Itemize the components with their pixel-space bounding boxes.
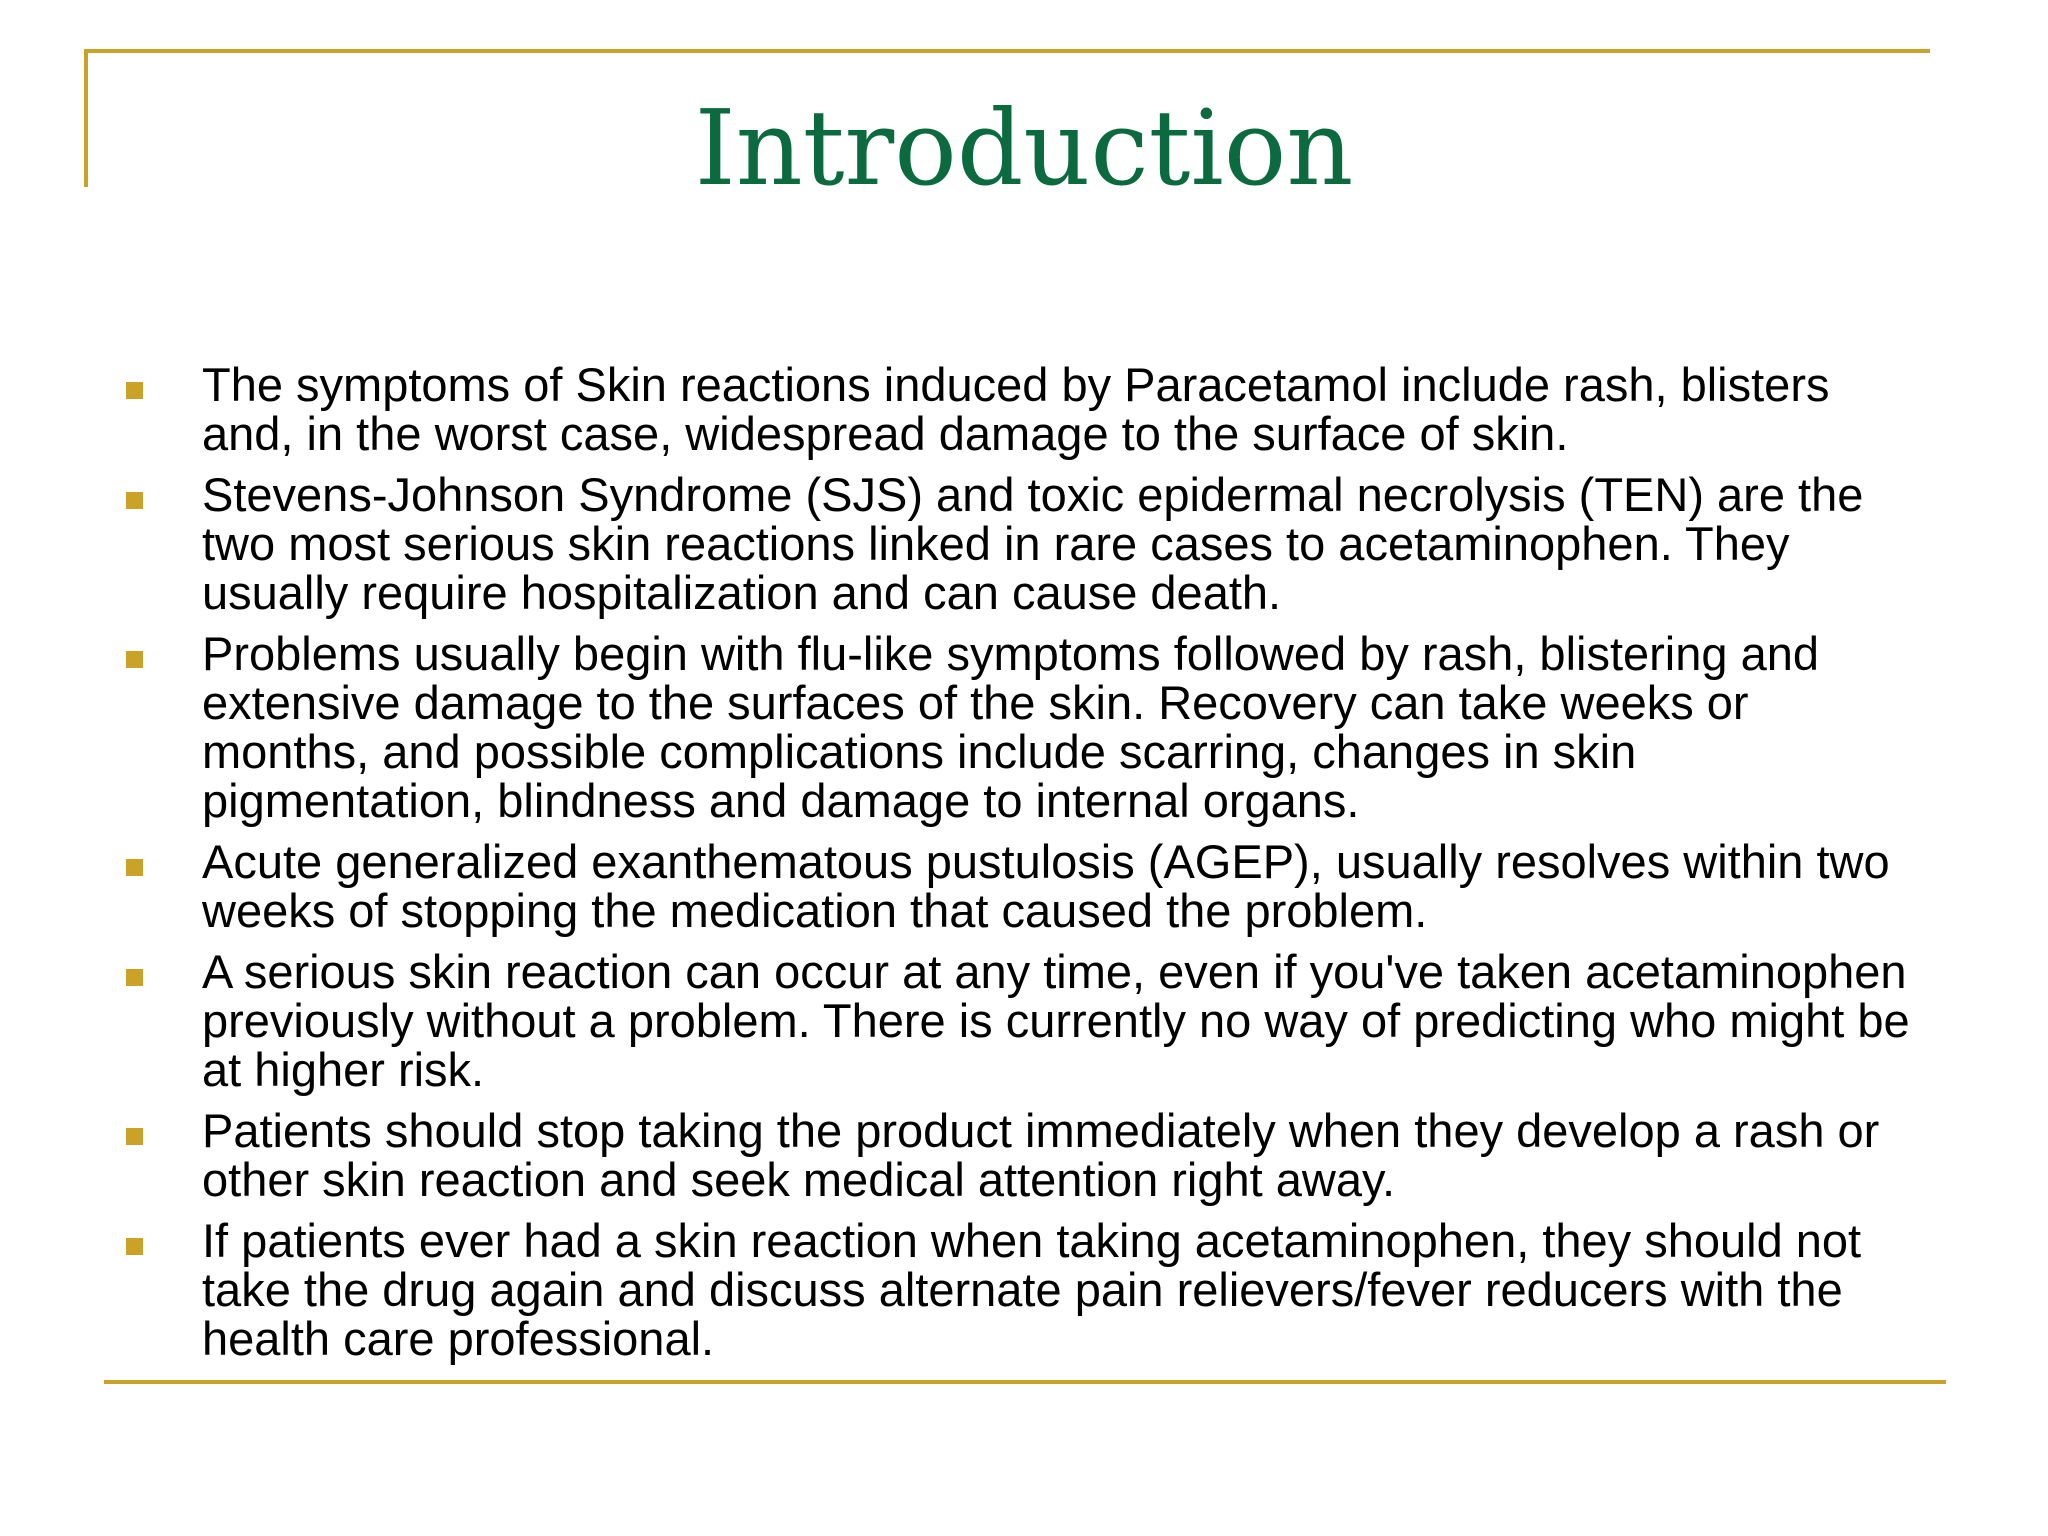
bullet-item	[118, 360, 1928, 458]
bullet-text: Problems usually begin with flu-like symptoms followed by rash, blistering and extensive damage to the surfaces of the skin. Recovery can take weeks or months, and possible complications include scarring, changes in skin pigmentation, blindness and damage to internal organs.	[202, 627, 1820, 827]
bullet-text: Acute generalized exanthematous pustulosis (AGEP), usually resolves within two weeks of stopping the medication that caused the problem.	[202, 835, 1890, 937]
square-bullet-icon	[126, 1238, 143, 1255]
bullet-item	[118, 947, 1928, 1094]
bullet-item	[118, 629, 1928, 825]
top-divider	[84, 49, 1930, 53]
square-bullet-icon	[126, 859, 143, 876]
bullet-item	[118, 1106, 1928, 1204]
bullet-item	[118, 470, 1928, 617]
square-bullet-icon	[126, 651, 143, 668]
square-bullet-icon	[126, 382, 143, 399]
bullet-list	[118, 360, 1928, 1375]
bullet-text: A serious skin reaction can occur at any time, even if you've taken acetaminophen previously without a problem. There is currently no way of predicting who might be at higher risk.	[202, 945, 1910, 1096]
square-bullet-icon	[126, 969, 143, 986]
bullet-text: Patients should stop taking the product immediately when they develop a rash or other skin reaction and seek medical attention right away.	[202, 1104, 1880, 1206]
bullet-item	[118, 837, 1928, 935]
bullet-text: Stevens-Johnson Syndrome (SJS) and toxic epidermal necrolysis (TEN) are the two most serious skin reactions linked in rare cases to acetaminophen. They usually require hospitalization and can cause death.	[202, 468, 1864, 619]
square-bullet-icon	[126, 492, 143, 509]
slide-title: Introduction	[694, 87, 1354, 209]
bullet-text: If patients ever had a skin reaction when taking acetaminophen, they should not take the drug again and discuss alternate pain relievers/fever reducers with the health care professional.	[202, 1214, 1862, 1365]
bullet-item	[118, 1216, 1928, 1363]
square-bullet-icon	[126, 1128, 143, 1145]
bottom-divider	[104, 1380, 1946, 1384]
bullet-text: The symptoms of Skin reactions induced by Paracetamol include rash, blisters and, in the worst case, widespread damage to the surface of skin.	[202, 358, 1830, 460]
